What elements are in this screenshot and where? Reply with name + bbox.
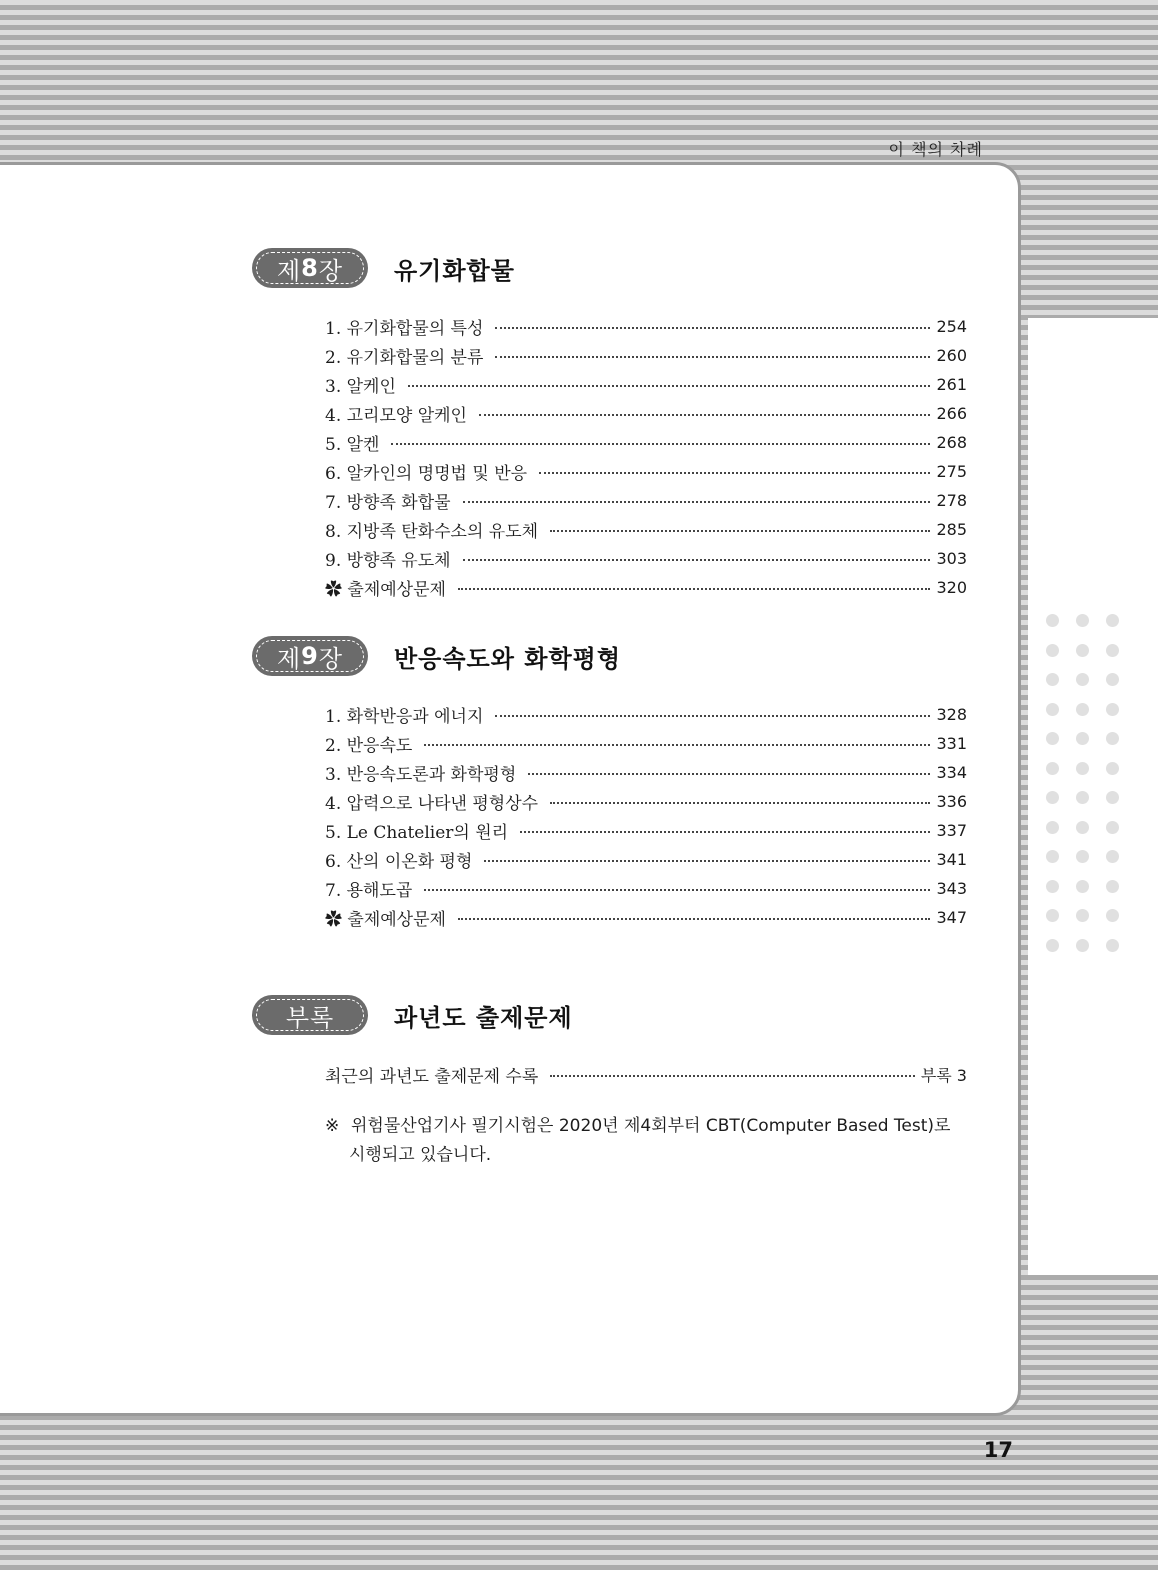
toc-entry [325, 1060, 967, 1089]
chapter-9-title: 반응속도와 화학평형 [394, 644, 622, 673]
badge-prefix: 제 [276, 644, 302, 673]
decorative-dot [1076, 732, 1089, 745]
decorative-dot [1106, 791, 1119, 804]
toc-entry [325, 428, 967, 457]
toc-entry-page: 278 [936, 491, 967, 510]
badge-prefix: 부록 [285, 1003, 335, 1032]
badge-suffix: 장 [318, 644, 344, 673]
decorative-dot [1046, 821, 1059, 834]
appendix-badge [252, 995, 368, 1035]
dot-leader [424, 889, 930, 891]
chapter-9-heading [252, 636, 621, 676]
decorative-dot [1076, 880, 1089, 893]
badge-number: 8 [301, 254, 319, 282]
toc-entry [325, 515, 967, 544]
toc-entry-label: 4. 고리모양 알케인 [325, 406, 467, 426]
decorative-dot [1076, 850, 1089, 863]
toc-entry-page: 266 [936, 404, 967, 423]
toc-entry [325, 816, 967, 845]
dot-leader [484, 860, 930, 862]
decorative-dot [1046, 850, 1059, 863]
toc-entry [325, 312, 967, 341]
decorative-dot [1076, 791, 1089, 804]
running-header: 이 책의 차례 [888, 140, 983, 159]
decorative-dot [1076, 673, 1089, 686]
toc-entry-page: 328 [936, 705, 967, 724]
badge-suffix: 장 [318, 256, 344, 285]
toc-entry [325, 370, 967, 399]
decorative-dot [1076, 644, 1089, 657]
toc-entry [325, 399, 967, 428]
toc-entry [325, 845, 967, 874]
appendix-heading [252, 995, 573, 1035]
toc-entry-page: 347 [936, 908, 967, 927]
decorative-dot [1076, 614, 1089, 627]
toc-entry [325, 758, 967, 787]
toc-entry-page: 261 [936, 375, 967, 394]
toc-entry-page: 275 [936, 462, 967, 481]
toc-entry-label: 7. 용해도곱 [325, 881, 413, 901]
dot-leader [520, 831, 930, 833]
chapter-8-title: 유기화합물 [394, 256, 515, 285]
chapter-8-heading [252, 248, 515, 288]
decorative-dot [1046, 673, 1059, 686]
dot-leader [550, 802, 930, 804]
toc-entry [325, 729, 967, 758]
toc-entry-page: 303 [936, 549, 967, 568]
decorative-dot [1106, 850, 1119, 863]
toc-entry-label: ✿ 출제예상문제 [325, 910, 446, 930]
toc-entry [325, 544, 967, 573]
decorative-dot [1106, 614, 1119, 627]
dot-leader [550, 530, 930, 532]
dot-leader [495, 715, 930, 717]
toc-entry [325, 874, 967, 903]
toc-entry-label: 6. 알카인의 명명법 및 반응 [325, 464, 528, 484]
toc-entry-page: 341 [936, 850, 967, 869]
decorative-dot [1046, 732, 1059, 745]
toc-entry [325, 457, 967, 486]
dot-leader [458, 588, 931, 590]
decorative-dot-grid [1046, 614, 1119, 952]
badge-prefix: 제 [276, 256, 302, 285]
dot-leader [479, 414, 930, 416]
toc-entry-page: 331 [936, 734, 967, 753]
toc-entry-label: 5. 알켄 [325, 435, 380, 455]
toc-entry-page: 268 [936, 433, 967, 452]
toc-entry-label: 9. 방향족 유도체 [325, 551, 451, 571]
toc-entry-label: 2. 유기화합물의 분류 [325, 348, 484, 368]
decorative-dot [1046, 939, 1059, 952]
dot-leader [550, 1075, 915, 1077]
toc-entry-label: 3. 반응속도론과 화학평형 [325, 765, 517, 785]
toc-entry-label: 5. Le Chatelier의 원리 [325, 823, 509, 843]
toc-entry [325, 700, 967, 729]
toc-entry-page: 336 [936, 792, 967, 811]
toc-entry-label: 3. 알케인 [325, 377, 396, 397]
dot-leader [463, 559, 931, 561]
toc-entry-page: 254 [936, 317, 967, 336]
decorative-dot [1046, 762, 1059, 775]
dot-leader [424, 744, 930, 746]
chapter-9-badge [252, 636, 368, 676]
decorative-dot [1076, 909, 1089, 922]
decorative-dot [1046, 644, 1059, 657]
decorative-dot [1106, 909, 1119, 922]
toc-entry-label: 6. 산의 이온화 평형 [325, 852, 473, 872]
toc-entry [325, 903, 967, 932]
toc-entry-page: 260 [936, 346, 967, 365]
dot-leader [391, 443, 930, 445]
toc-entry-page: 부록 3 [920, 1066, 967, 1085]
toc-entry-label: 최근의 과년도 출제문제 수록 [325, 1067, 539, 1087]
note-line-2: 시행되고 있습니다. [349, 1145, 492, 1165]
dot-leader [408, 385, 931, 387]
decorative-dot [1106, 880, 1119, 893]
decorative-dot [1046, 703, 1059, 716]
decorative-dot [1076, 762, 1089, 775]
decorative-dot [1076, 939, 1089, 952]
toc-entry [325, 341, 967, 370]
decorative-dot [1106, 644, 1119, 657]
dot-leader [458, 918, 931, 920]
toc-entry-page: 343 [936, 879, 967, 898]
appendix-title: 과년도 출제문제 [394, 1003, 573, 1032]
dot-leader [495, 356, 930, 358]
chapter-9-toc [325, 700, 967, 932]
decorative-dot [1076, 703, 1089, 716]
decorative-dot [1106, 821, 1119, 834]
toc-entry-label: 1. 유기화합물의 특성 [325, 319, 484, 339]
toc-entry-label: 7. 방향족 화합물 [325, 493, 451, 513]
decorative-dot [1106, 732, 1119, 745]
toc-entry-page: 285 [936, 520, 967, 539]
toc-entry-label: 2. 반응속도 [325, 736, 413, 756]
dot-leader [528, 773, 930, 775]
decorative-dot [1046, 791, 1059, 804]
chapter-8-badge [252, 248, 368, 288]
dot-leader [463, 501, 931, 503]
dot-leader [495, 327, 930, 329]
decorative-dot [1106, 673, 1119, 686]
appendix-toc [325, 1060, 967, 1089]
toc-entry [325, 486, 967, 515]
toc-entry-label: ✿ 출제예상문제 [325, 580, 446, 600]
decorative-dot [1106, 939, 1119, 952]
note-line-1: 위험물산업기사 필기시험은 2020년 제4회부터 CBT(Computer Based Test)로 [351, 1116, 951, 1136]
chapter-8-toc [325, 312, 967, 602]
dot-leader [539, 472, 930, 474]
toc-entry-page: 320 [936, 578, 967, 597]
decorative-dot [1046, 614, 1059, 627]
toc-entry-label: 1. 화학반응과 에너지 [325, 707, 484, 727]
decorative-dot [1106, 703, 1119, 716]
decorative-dot [1046, 880, 1059, 893]
toc-entry [325, 787, 967, 816]
toc-entry-label: 8. 지방족 탄화수소의 유도체 [325, 522, 539, 542]
toc-entry-page: 334 [936, 763, 967, 782]
note-mark: ※ [325, 1116, 340, 1136]
page-number: 17 [983, 1438, 1013, 1462]
toc-entry-page: 337 [936, 821, 967, 840]
decorative-dot [1046, 909, 1059, 922]
cbt-note [325, 1112, 965, 1170]
decorative-dot [1106, 762, 1119, 775]
toc-entry-label: 4. 압력으로 나타낸 평형상수 [325, 794, 539, 814]
badge-number: 9 [301, 642, 319, 670]
decorative-dot [1076, 821, 1089, 834]
toc-entry [325, 573, 967, 602]
